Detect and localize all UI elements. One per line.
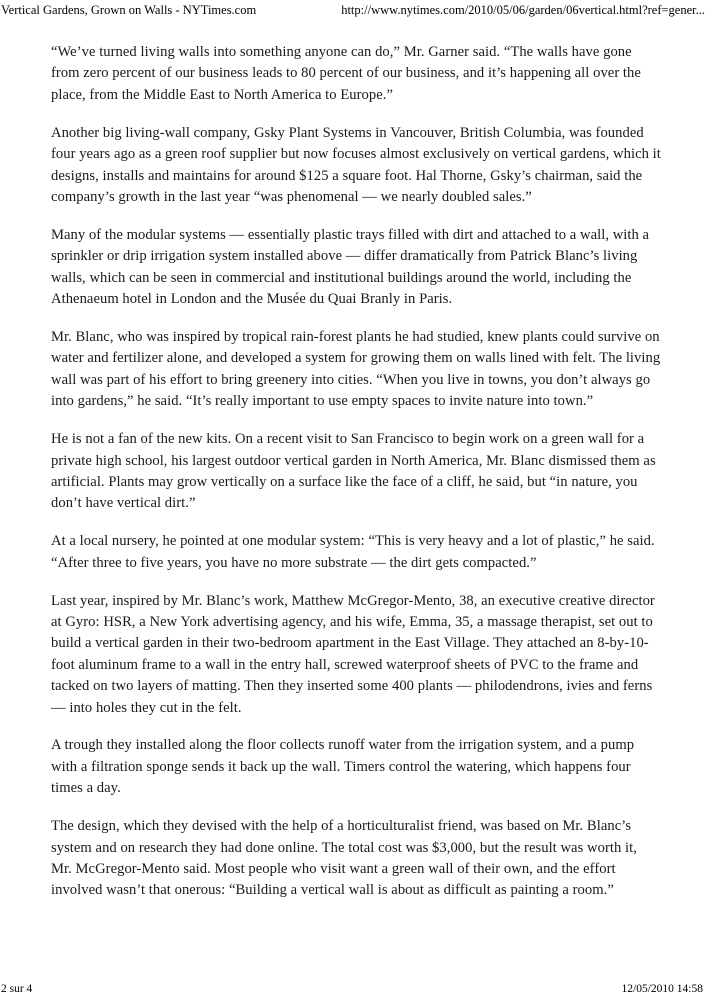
article-paragraph: At a local nursery, he pointed at one modular system: “This is very heavy and a lot of plastic,” he said. “After three to five years, you have no more substrate — the dirt gets compacted.” <box>51 533 655 571</box>
article-paragraph: He is not a fan of the new kits. On a recent visit to San Francisco to begin work on a green wall for a private high school, his largest outdoor vertical garden in North America, Mr. Blanc dismissed them as artificial. Plants may grow vertically on a surface like the face of a cliff, he said, but “in nature, you don’t have vertical dirt.” <box>51 431 656 512</box>
article-paragraph: The design, which they devised with the help of a horticulturalist friend, was based on Mr. Blanc’s system and on research they had done online. The total cost was $3,000, but the result was worth it, Mr. McGregor-Mento said. Most people who visit want a green wall of their own, and the effort involved wasn’t that onerous: “Building a vertical wall is about as difficult as painting a room.” <box>51 818 637 899</box>
page-url: http://www.nytimes.com/2010/05/06/garden/06vertical.html?ref=gener... <box>341 3 705 17</box>
page-number: 2 sur 4 <box>1 983 33 995</box>
article-paragraph: Mr. Blanc, who was inspired by tropical rain-forest plants he had studied, knew plants could survive on water and fertilizer alone, and developed a system for growing them on walls lined with felt. The living wall was part of his effort to bring greenery into cities. “When you live in towns, you don’t always go into gardens,” he said. “It’s really important to use empty spaces to invite nature into town.” <box>51 328 661 410</box>
print-header <box>0 2 707 18</box>
print-datetime: 12/05/2010 14:58 <box>621 983 703 995</box>
article-paragraph: Many of the modular systems — essentially plastic trays filled with dirt and attached to a wall, with a sprinkler or drip irrigation system installed above — differ dramatically from Patrick Blanc’s living walls, which can be seen in commercial and institutional buildings around the world, including the Athenaeum hotel in London and the Musée du Quai Branly in Paris. <box>51 226 650 308</box>
article-paragraph: Last year, inspired by Mr. Blanc’s work, Matthew McGregor-Mento, 38, an executive creative director at Gyro: HSR, a New York advertising agency, and his wife, Emma, 35, a massage therapist, set out to build a vertical garden in their two-bedroom apartment in the East Village. They attached an 8-by-10-foot aluminum frame to a wall in the entry hall, screwed waterproof sheets of PVC to the frame and tacked on two layers of matting. Then they inserted some 400 plants — philodendrons, ivies and ferns — into holes they cut in the felt. <box>51 592 655 716</box>
article-paragraph: A trough they installed along the floor collects runoff water from the irrigation system, and a pump with a filtration sponge sends it back up the wall. Timers control the watering, which happens four times a day. <box>51 737 635 797</box>
print-footer <box>0 982 707 996</box>
article-body <box>51 42 661 918</box>
article-paragraph: Another big living-wall company, Gsky Plant Systems in Vancouver, British Columbia, was founded four years ago as a green roof supplier but now focuses almost exclusively on vertical gardens, which it designs, installs and maintains for around $125 a square foot. Hal Thorne, Gsky’s chairman, said the company’s growth in the last year “was phenomenal — we nearly doubled sales.” <box>51 124 661 205</box>
article-paragraph: “We’ve turned living walls into something anyone can do,” Mr. Garner said. “The walls have gone from zero percent of our business leads to 80 percent of our business, and it’s happening all over the place, from the Middle East to North America to Europe.” <box>51 44 641 103</box>
page-title: Vertical Gardens, Grown on Walls - NYTimes.com <box>1 3 257 17</box>
